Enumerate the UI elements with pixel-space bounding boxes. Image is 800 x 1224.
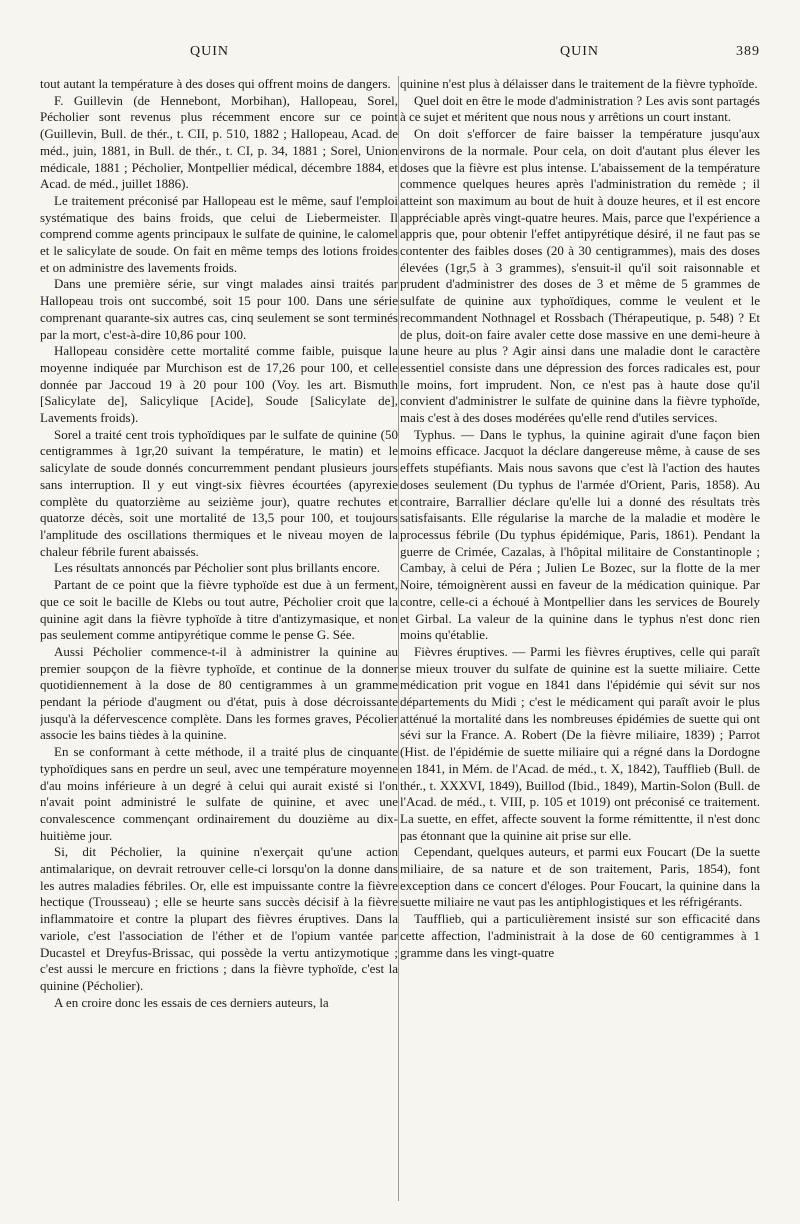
paragraph: En se conformant à cette méthode, il a traité plus de cinquante typhoïdiques sans en perdre un seul, avec une température moyenne d'au moins inférieure à un degré à celui qui aurait existé si l'on n'avait point administré le sulfate de quinine, et avec une convalescence commençant ordinairement du douzième au dix-huitième jour.	[40, 744, 398, 843]
header-left-title: QUIN	[190, 44, 229, 59]
right-column	[400, 76, 760, 1206]
paragraph: A en croire donc les essais de ces derniers auteurs, la	[54, 994, 329, 1010]
paragraph: Si, dit Pécholier, la quinine n'exerçait qu'une action antimalarique, on devrait retrouver celle-ci lorsqu'on la donne dans les autres maladies fébriles. Or, elle est impuissante contre la fièvre hectique (Trousseau) ; elle se heurte sans succès décisif à la fièvre inflammatoire et contre la plupart des fièvres éruptives. Dans la variole, c'est l'association de l'éther et de l'opium vantée par Ducastel et Dreyfus-Brissac, qui possède la vertu antizymotique ; c'est aussi le mercure en frictions ; dans la fièvre typhoïde, c'est la quinine (Pécholier).	[40, 844, 398, 993]
paragraph: Hallopeau considère cette mortalité comme faible, puisque la moyenne indiquée par Murchison est de 17,26 pour 100, et celle donnée par Jaccoud 19 à 20 pour 100 (Voy. les art. Bismuth [Salicylate de], Salicylique [Acide], Soude [Salicylate de], Lavements froids).	[40, 343, 398, 426]
paragraph: Sorel a traité cent trois typhoïdiques par le sulfate de quinine (50 centigrammes à 1gr,20 suivant la température, le matin) et le salicylate de soude donnés concurremment pendant plusieurs jours sans interruption. Il y eut vingt-six fièvres écourtées (apyrexie complète du quatorzième au seizième jour), quatre rechutes et quatorze décès, soit une mortalité de 13,5 pour 100, et toujours l'amplitude des oscillations thermiques et le niveau moyen de la chaleur fébrile furent abaissés.	[40, 426, 398, 559]
column-divider	[398, 76, 399, 1201]
paragraph: Cependant, quelques auteurs, et parmi eux Foucart (De la suette miliaire, de sa nature et de son traitement, Paris, 1854), font exception dans ce concert d'éloges. Pour Foucart, la quinine dans la suette miliaire ne vaut pas les antiphlogistiques et les réfrigérants.	[400, 844, 760, 910]
paragraph: Fièvres éruptives. — Parmi les fièvres éruptives, celle qui paraît se mieux trouver du sulfate de quinine est la suette miliaire. Cette médication prit vogue en 1841 dans l'épidémie qui sévit sur nos départements du Midi ; c'est le médicament qui paraît avoir le plus atténué la mortalité dans les nombreuses épidémies de suette qui ont sévi sur la France. A. Robert (De la fièvre miliaire, 1839) ; Parrot (Hist. de l'épidémie de suette miliaire qui a régné dans la Dordogne en 1841, in Mém. de l'Acad. de méd., t. X, 1842), Taufflieb (Bull. de thér., t. XXXVI, 1849), Buillod (Ibid., 1849), Martin-Solon (Bull. de l'Acad. de méd., t. VIII, p. 105 et 1019) ont préconisé ce traitement. La suette, en effet, affecte souvent la forme rémittentte, il n'est donc pas étonnant que la quinine ait prise sur elle.	[400, 643, 760, 843]
paragraph: Typhus. — Dans le typhus, la quinine agirait d'une façon bien moins efficace. Jacquot la déclare dangereuse même, à cause de ses effets stupéfiants. Mais nous savons que c'est là l'action des hautes doses seulement (Du typhus de l'armée d'Orient, Paris, 1858). Au contraire, Barrallier déclare qu'elle lui a donné des résultats très satisfaisants. Elle régularise la marche de la maladie et modère le processus fébrile (Du typhus épidémique, Paris, 1861). Pendant la guerre de Crimée, Cazalas, à l'hôpital militaire de Constantinople ; Cambay, à celui de Péra ; Julien Le Bozec, sur la flotte de la mer Noire, témoignèrent aussi en faveur de la médication quinique. Par contre, celle-ci a échoué à Montpellier dans les services de Bourely et Girbal. La valeur de la quinine dans le typhus n'est donc rien moins qu'établie.	[400, 426, 760, 643]
paragraph: Les résultats annoncés par Pécholier sont plus brillants encore.	[54, 560, 380, 576]
paragraph: Dans une première série, sur vingt malades ainsi traités par Hallopeau trois ont succombé, soit 15 pour 100. Dans une série comprenant quarante-six autres cas, cinq seulement se sont terminés par la mort, c'est-à-dire 10,86 pour 100.	[40, 276, 398, 342]
page-number: 389	[736, 44, 760, 59]
header-right-title: QUIN	[560, 44, 599, 59]
paragraph: tout autant la température à des doses qui offrent moins de dangers.	[40, 76, 391, 91]
paragraph: quinine n'est plus à délaisser dans le traitement de la fièvre typhoïde.	[400, 76, 758, 91]
paragraph: Le traitement préconisé par Hallopeau est le même, sauf l'emploi systématique des bains froids, que celui de Liebermeister. Il comprend comme agents principaux le sulfate de quinine, le calomel et le salicylate de soude. On fait en même temps des lotions froides et on administre des lavements froids.	[40, 192, 398, 275]
running-header	[40, 44, 760, 64]
left-column	[40, 76, 398, 1206]
paragraph: Partant de ce point que la fièvre typhoïde est due à un ferment, que ce soit le bacille de Klebs ou tout autre, Pécholier croit que la quinine agit dans la fièvre typhoïde à titre d'antizymasique, et non pas seulement comme antipyrétique comme le pense G. Sée.	[40, 577, 398, 643]
paragraph: F. Guillevin (de Hennebont, Morbihan), Hallopeau, Sorel, Pécholier sont revenus plus récemment encore sur ce point (Guillevin, Bull. de thér., t. CII, p. 510, 1882 ; Hallopeau, Acad. de méd., juin, 1881, in Bull. de thér., t. CI, p. 34, 1881 ; Sorel, Union médicale, 1881 ; Pécholier, Montpellier médical, décembre 1884, et Acad. de méd., juillet 1886).	[40, 92, 398, 192]
paragraph: On doit s'efforcer de faire baisser la température jusqu'aux environs de la normale. Pour cela, on doit d'autant plus élever les doses que la fièvre est plus intense. L'abaissement de la température commence quelques heures après l'administration du remède ; il atteint son maximum au bout de huit à douze heures, et il est encore appréciable après vingt-quatre heures. Mais, parce que l'expérience a appris que, pour obtenir l'effet antipyrétique désiré, il ne faut pas se contenter des faibles doses (20 à 30 centigrammes), mais des doses élevées (1gr,5 à 3 grammes), s'ensuit-il qu'il soit raisonnable et prudent d'administrer des doses de 3 et même de 5 grammes de sulfate de quinine aux typhoïdiques, comme le veulent et le recommandent Nothnagel et Rossbach (Thérapeutique, p. 548) ? Et de plus, doit-on faire avaler cette dose massive en une demi-heure à une heure au plus ? Agir ainsi dans une maladie dont le caractère essentiel consiste dans une dépression des forces radicales est, pour le moins, fort imprudent. Non, ce n'est pas à haute dose qu'il convient d'administrer le sulfate de quinine dans la fièvre typhoïde, mais c'est à des doses modérées qu'elle rend d'utiles services.	[400, 126, 760, 426]
paragraph: Aussi Pécholier commence-t-il à administrer la quinine au premier soupçon de la fièvre typhoïde, et continue de la donner quotidiennement à la dose de 80 centigrammes à un gramme pendant la période d'augment ou d'état, puis à dose décroissante jusqu'à la défervescence complète. Dans les formes graves, Pécolier associe les bains tièdes à la quinine.	[40, 643, 398, 743]
paragraph: Taufflieb, qui a particulièrement insisté sur son efficacité dans cette affection, l'administrait à la dose de 60 centigrammes à 1 gramme dans les vingt-quatre	[400, 911, 760, 960]
paragraph: Quel doit en être le mode d'administration ? Les avis sont partagés à ce sujet et méritent que nous nous y arrêtions un court instant.	[400, 92, 760, 125]
